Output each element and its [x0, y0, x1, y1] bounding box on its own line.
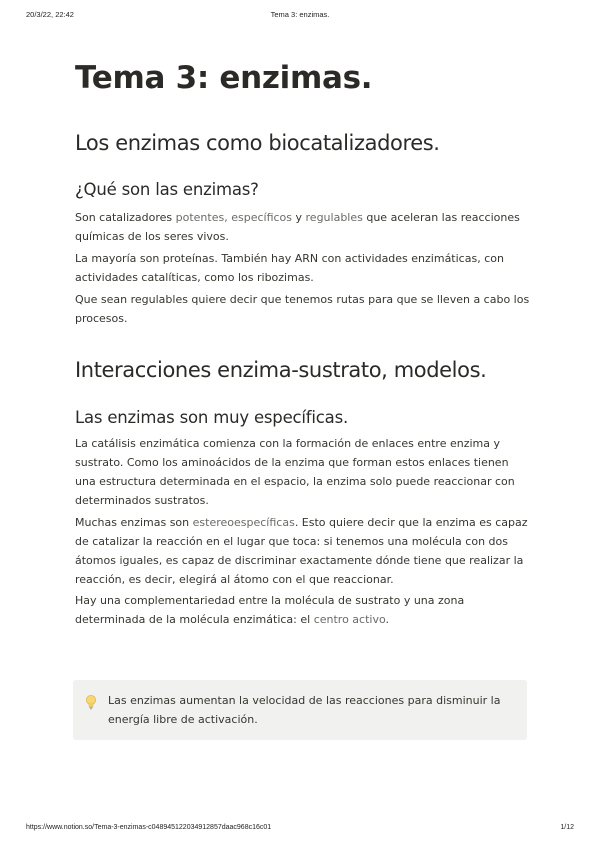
paragraph-catalisis: La catálisis enzimática comienza con la formación de enlaces entre enzima y sustrato. Como los aminoácidos de la enzima que forman estos enlaces tienen una estructura determinada en el espacio, la enzima solo puede reaccionar con determinados sustratos. — [75, 437, 515, 507]
print-page-number: 1/12 — [560, 824, 574, 831]
paragraph-centro-activo: Hay una complementariedad entre la molécula de sustrato y una zona determinada de la molécula enzimática: el centro activo. — [75, 594, 465, 626]
paragraph-proteinas: La mayoría son proteínas. También hay ARN con actividades enzimáticas, con actividades catalíticas, como los ribozimas. — [75, 252, 504, 284]
highlight-regulables: regulables — [305, 211, 363, 224]
print-url: https://www.notion.so/Tema-3-enzimas-c048945122034912857daac968c16c01 — [26, 824, 272, 831]
highlight-centro-activo: centro activo — [313, 613, 386, 626]
highlight-estereoespecificas: estereoespecíficas — [192, 516, 295, 529]
paragraph-definition: Son catalizadores potentes, específicos y regulables que aceleran las reacciones químicas de los seres vivos. — [75, 211, 520, 243]
highlight-potentes: potentes, específicos — [175, 211, 292, 224]
print-page-title: Tema 3: enzimas. — [270, 10, 330, 19]
paragraph-estereoespecificas: Muchas enzimas son estereoespecíficas. Esto quiere decir que la enzima es capaz de catalizar la reacción en el lugar que toca: si tenemos una molécula con dos átomos iguales, es capaz de discriminar exactamente dónde tiene que realizar la reacción, es decir, elegirá al átomo con el que reaccionar. — [75, 516, 528, 586]
subheading-que-son: ¿Qué son las enzimas? — [75, 180, 259, 199]
section-heading-interacciones: Interacciones enzima-sustrato, modelos. — [75, 358, 487, 382]
print-datetime: 20/3/22, 22:42 — [26, 10, 74, 19]
page-title: Tema 3: enzimas. — [75, 60, 373, 96]
callout-text: Las enzimas aumentan la velocidad de las reacciones para disminuir la energía libre de activación. — [108, 694, 501, 726]
callout-box — [73, 680, 527, 740]
paragraph-regulables: Que sean regulables quiere decir que tenemos rutas para que se lleven a cabo los procesos. — [75, 293, 530, 325]
subheading-especificas: Las enzimas son muy específicas. — [75, 408, 349, 427]
lightbulb-icon — [85, 694, 97, 710]
section-heading-biocatalizadores: Los enzimas como biocatalizadores. — [75, 131, 440, 155]
